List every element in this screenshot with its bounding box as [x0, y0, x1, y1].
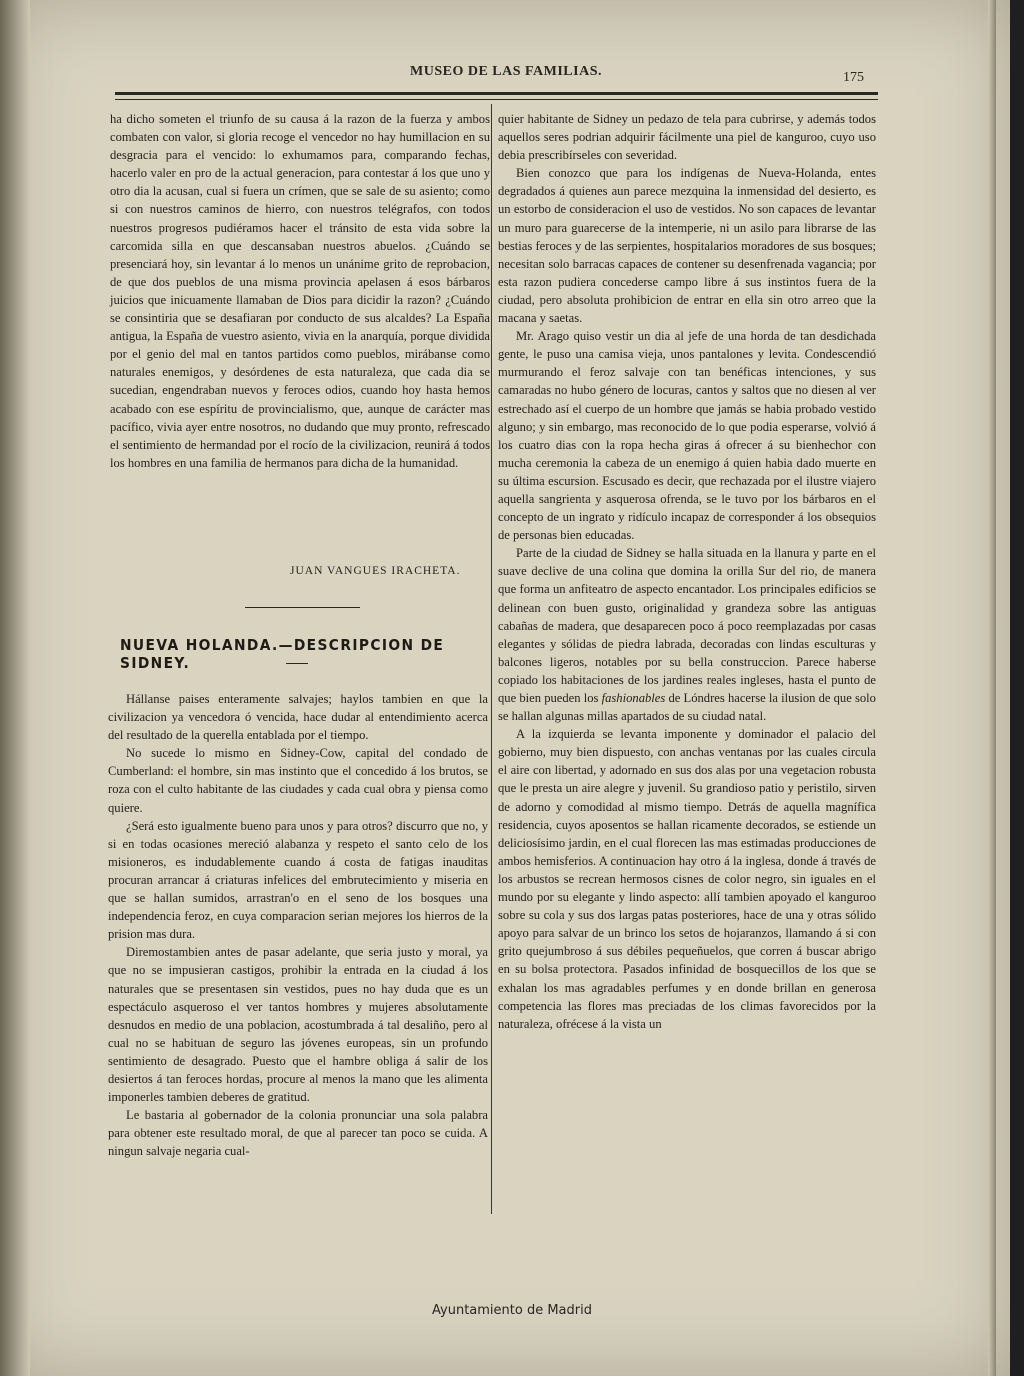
- paragraph: [498, 544, 876, 725]
- paragraph: quier habitante de Sidney un pedazo de tela para cubrirse, y además todos aquellos seres podrian adquirir fácilmente una piel de kanguroo, cuyo uso debia prescribírseles con severidad.: [498, 112, 876, 163]
- paragraph: Hállanse paises enteramente salvajes; haylos tambien en que la civilizacion ya vencedora ó vencida, hace dudar al entendimiento acerca del resultado de la querella entablada por el tiempo.: [108, 692, 488, 743]
- book-spine-shadow: [0, 0, 30, 1376]
- page-number: 175: [843, 70, 864, 85]
- paragraph: A la izquierda se levanta imponente y dominador el palacio del gobierno, muy bien dispuesto, con anchas ventanas por las cuales circula el aire con libertad, y adornado en sus dos alas por una vegetacion robusta que le presta un aire alegre y juvenil. Su grandioso patio y peristilo, sirven de adorno y comodidad al mismo tiempo. Detrás de aquella magnífica residencia, cuyos aposentos se hallan ricamente decorados, se estiende un deliciosísimo jardin, en el cual florecen las mas estimadas producciones de ambos hemisferios. A continuacion hay otro á la inglesa, donde á través de los arbustos se recrean hermosos cisnes de color negro, sin iguales en el mundo por su elegante y lindo aspecto: allí tambien apoyado el kanguroo sobre su cola y sus dos largas patas posteriores, hace de una y otras sólido apoyo para salvar de un brinco los setos de hojaranzos, llamando á si con grito quejumbroso á sus débiles pequeñuelos, que corren á buscar abrigo en su bolsa protectora. Pasados infinidad de bosquecillos de los que se exhalan los mas agradables perfumes y en donde brillan en generosa competencia las flores mas preciadas de los climas favorecidos por la naturaleza, ofrécese á la vista un: [498, 727, 876, 1031]
- section-separator: [245, 607, 360, 608]
- left-column-top: [110, 110, 490, 472]
- paragraph: ¿Será esto igualmente bueno para unos y para otros? discurro que no, y si en todas ocasiones mereció alabanza y respeto el santo celo de los misioneros, es indudablemente cuando á costa de fatigas inauditas procuran arrancar á criaturas infelices del embrutecimiento y miseria en que se hallan sumidos, arrastran'o en el seno de los bosques una independencia feroz, en cuya comparacion serian mejores los hierros de la prision mas dura.: [108, 818, 488, 942]
- column-divider: [491, 104, 492, 1214]
- running-header: MUSEO DE LAS FAMILIAS.: [410, 64, 602, 79]
- section-title: NUEVA HOLANDA.—DESCRIPCION DE SIDNEY.: [120, 636, 445, 672]
- paragraph: ha dicho someten el triunfo de su causa á la razon de la fuerza y ambos combaten con valor, si gloria recoge el vencedor no hay humillacion en su desgracia para el vencido: lo exhumamos para, comparando fechas, hacerlo valer en pro de la actual generacion, para contestar á los que uno y otro dia la acusan, cual si fuera un crímen, que se sale de su asiento; como si con nuestros caminos de hierro, con nuestros telégrafos, con todos nuestros progresos pudiéramos hacer el tránsito de esta vida sobre la carcomida silla en que descansaban nuestros abuelos. ¿Cuándo se presenciará hoy, sin levantar á lo menos un unánime grito de reprobacion, de que dos pueblos de una misma provincia apelasen á esos bárbaros juicios que inicuamente llamaban de Dios para dicidir la razon? ¿Cuándo se consintiria que se desafiaran por conducto de sus alcaldes? La España antigua, la España de vuestro asiento, vivia en la anarquía, porque dividida por el genio del mal en tantos partidos como pueblos, mirábanse como naturales enemigos, y desórdenes de esta naturaleza, que cada dia se sucedian, engendraban nuevos y feroces odios, cuando hoy hasta hemos acabado con ese espíritu de provincialismo, que, aunque de carácter mas pacífico, vivia ayer entre nosotros, no dudando que muy pronto, refrescado el sentimiento de hermandad por el rocío de la civilizacion, reunirá á todos los hombres en una familia de hermanos para dicha de la humanidad.: [110, 112, 490, 470]
- left-column-bottom: [108, 690, 488, 1160]
- paragraph: Mr. Arago quiso vestir un dia al jefe de una horda de tan desdichada gente, le puso una camisa vieja, unos pantalones y levita. Condescendió murmurando el feroz salvaje con tan benéficas intenciones, y sus camaradas no hubo género de locuras, cantos y saltos que no diesen al ver estrechado así el cuerpo de un hombre que jamás se habia probado vestido alguno; y sin embargo, mas reconocido de lo que podia esperarse, volvió á los cuatro dias con la ropa hecha giras á ofrecer á su bienhechor con mucha ceremonia la cabeza de un enemigo á quien habia dado muerte en su última escursion. Escusado es decir, que rechazada por el ilustre viajero aquella sangrienta y asquerosa ofrenda, se le tuvo por los bárbaros en el concepto de un ingrato y ridículo incapaz de corresponder á los obsequios de personas bien educadas.: [498, 329, 876, 543]
- page-edge: [988, 0, 996, 1376]
- paragraph: No sucede lo mismo en Sidney-Cow, capital del condado de Cumberland: el hombre, sin mas instinto que el concedido á los brutos, se roza con el culto habitante de las ciudades y cada cual obra y piensa como quiere.: [108, 746, 488, 815]
- title-dash: [286, 663, 308, 664]
- header-rule-thin: [115, 99, 878, 100]
- text-run: de Lóndres hacerse la ilusion de que solo se hallan algunas millas apartados de su ciudad natal.: [498, 691, 876, 724]
- footer-credit: Ayuntamiento de Madrid: [432, 1303, 592, 1318]
- italic-term: fashionables: [601, 691, 666, 705]
- author-signature: JUAN VANGUES IRACHETA.: [290, 565, 461, 577]
- paragraph: Diremostambien antes de pasar adelante, que seria justo y moral, ya que no se impusieran castigos, prohibir la entrada en la ciudad á los naturales que se presentasen sin vestidos, pues no hay duda que es un espectáculo asqueroso el ver tantos hombres y mujeres absolutamente desnudos en medio de una poblacion, acostumbrada á tal desaliño, pero al cual no se habituan de seguro las jóvenes europeas, sin un profundo sentimiento de desagrado. Puesto que el hambre obliga á salir de los desiertos á tan feroces hordas, procure al menos la mano que les alimenta imponerles tambien deberes de gratitud.: [108, 945, 488, 1105]
- header-rule: [115, 92, 878, 95]
- text-run: Parte de la ciudad de Sidney se halla situada en la llanura y parte en el suave declive de una colina que domina la orilla Sur del rio, de manera que forma un anfiteatro de aspecto encantador. Los principales edificios se delinean con buen gusto, originalidad y grandeza sobre las antiguas cabañas de madera, que desaparecen poco á poco reemplazadas por casas elegantes y sólidas de piedra labrada, decoradas con lindas esculturas y balcones ligeros, notables por su bella construccion. Parece haberse copiado los habitaciones de los jardines reales ingleses, hasta el punto de que bien pueden los: [498, 546, 876, 705]
- paragraph: Bien conozco que para los indígenas de Nueva-Holanda, entes degradados á quienes aun parece mezquina la inmensidad del desierto, es un estorbo de consideracion el uso de vestidos. No son capaces de levantar un muro para guarecerse de la intemperie, ni un asilo para librarse de las bestias feroces y de las serpientes, hospitalarios moradores de sus bosques; necesitan solo barracas capaces de contener su desenfrenada vagancia; por esta razon pudiera concederse campo libre á sus instintos fuera de la ciudad, pero absoluta prohibicion de entrar en ella sin otro arreo que la macana y saetas.: [498, 166, 876, 326]
- right-column: [498, 110, 876, 1033]
- paragraph: Le bastaria al gobernador de la colonia pronunciar una sola palabra para obtener este resultado moral, de que al parecer tan poco se cuida. A ningun salvaje negaria cual-: [108, 1108, 488, 1159]
